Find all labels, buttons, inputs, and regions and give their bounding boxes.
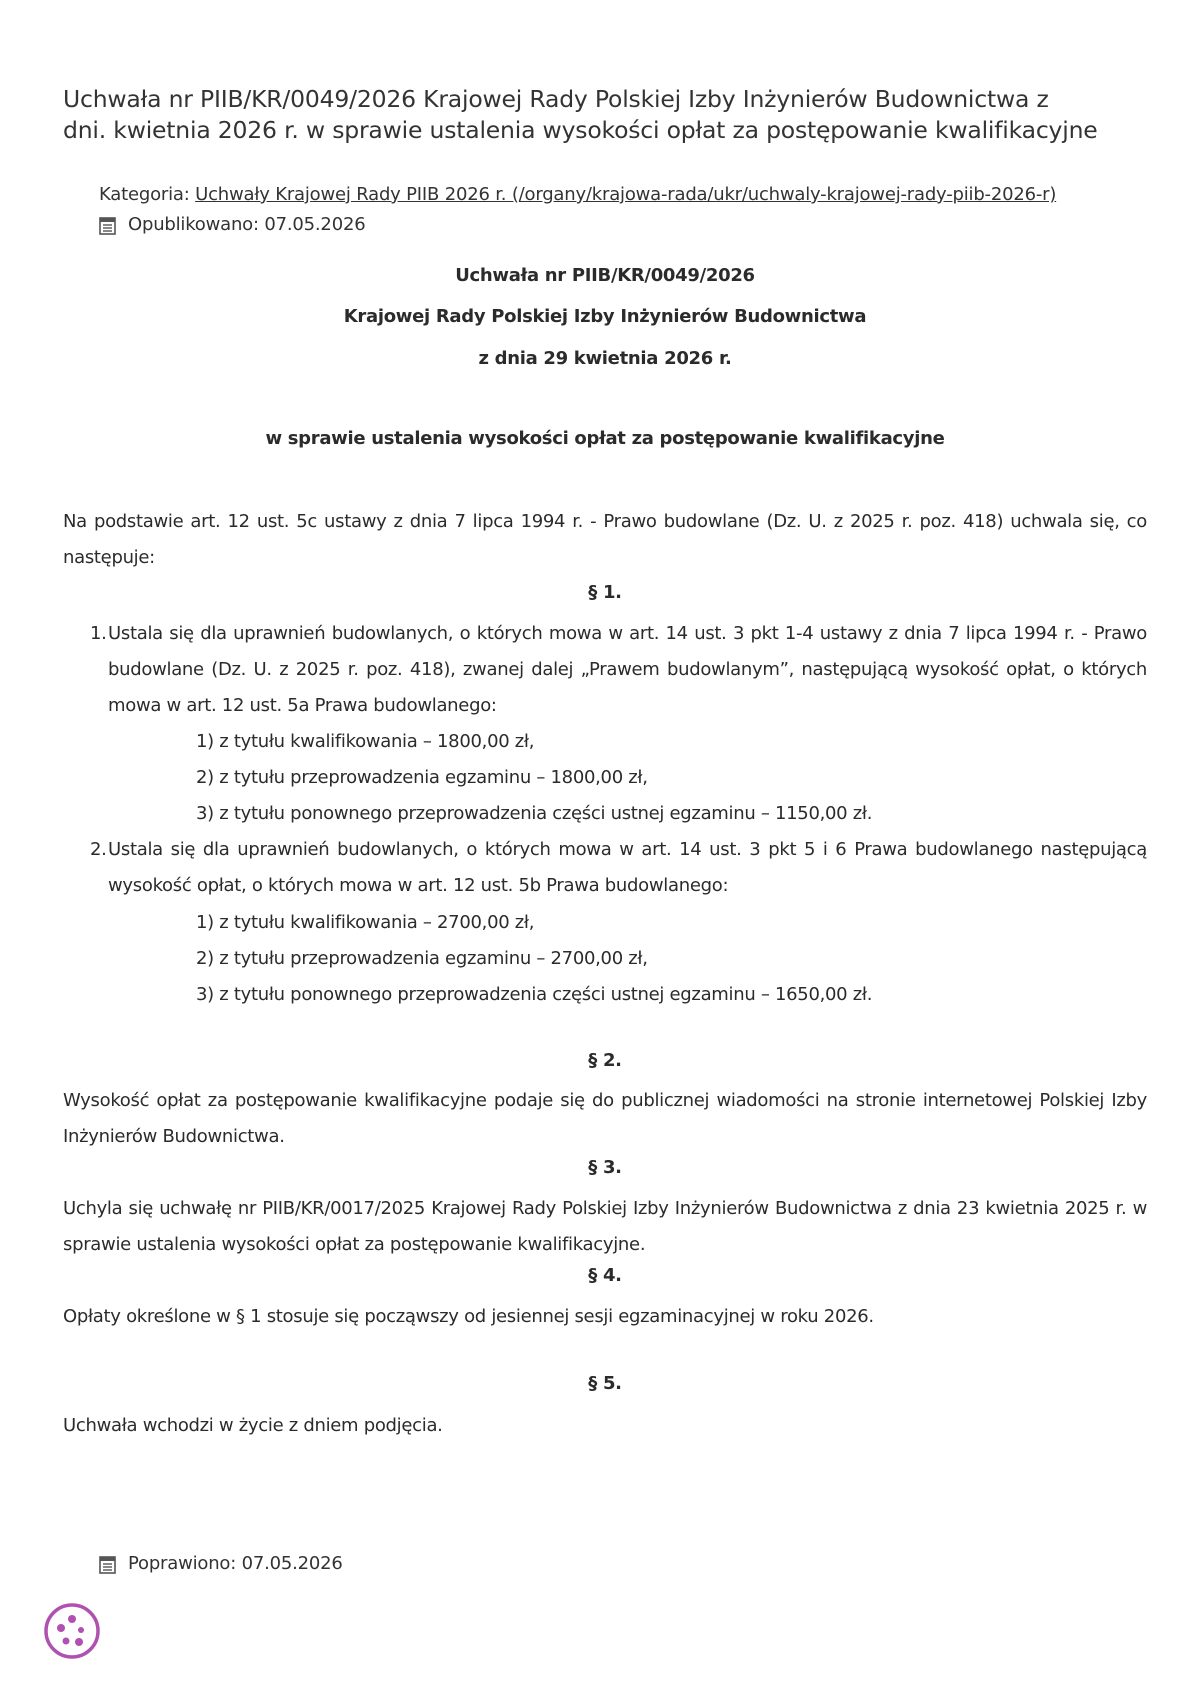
section-1-item-1	[90, 616, 1147, 724]
section-2-text: Wysokość opłat za postępowanie kwalifikacyjne podaje się do publicznej wiadomości na stronie internetowej Polskiej Izby Inżynierów Budownictwa.	[63, 1090, 1147, 1147]
resolution-subject: w sprawie ustalenia wysokości opłat za postępowanie kwalifikacyjne	[265, 428, 945, 449]
category-row	[99, 180, 1056, 210]
resolution-heading-date: z dnia 29 kwietnia 2026 r.	[478, 348, 732, 369]
category-label: Kategoria:	[99, 184, 190, 205]
section-4-heading: § 4.	[588, 1265, 622, 1286]
calendar-icon	[99, 217, 116, 235]
section-5-heading: § 5.	[588, 1373, 622, 1394]
published-row	[99, 210, 1056, 240]
list-item: 2) z tytułu przeprowadzenia egzaminu – 2700,00 zł,	[196, 948, 648, 969]
section-1-heading: § 1.	[588, 582, 622, 603]
preamble: Na podstawie art. 12 ust. 5c ustawy z dnia 7 lipca 1994 r. - Prawo budowlane (Dz. U. z 2025 r. poz. 418) uchwala się, co następuje:	[63, 511, 1147, 568]
calendar-icon	[99, 1556, 116, 1574]
section-3-heading: § 3.	[588, 1157, 622, 1178]
item-text: Ustala się dla uprawnień budowlanych, o których mowa w art. 14 ust. 3 pkt 5 i 6 Prawa budowlanego następującą wysokość opłat, o których mowa w art. 12 ust. 5b Prawa budowlanego:	[108, 839, 1147, 896]
corrected-date: Poprawiono: 07.05.2026	[128, 1553, 343, 1574]
section-2-heading: § 2.	[588, 1050, 622, 1071]
article-meta	[99, 180, 1056, 240]
item-number: 1.	[90, 623, 107, 644]
cookie-settings-button[interactable]	[43, 1602, 101, 1660]
published-date: Opublikowano: 07.05.2026	[128, 214, 366, 235]
list-item: 1) z tytułu kwalifikowania – 2700,00 zł,	[196, 912, 535, 933]
resolution-heading-body: Krajowej Rady Polskiej Izby Inżynierów Budownictwa	[343, 306, 867, 327]
resolution-heading-number: Uchwała nr PIIB/KR/0049/2026	[455, 265, 755, 286]
item-number: 2.	[90, 839, 107, 860]
list-item: 3) z tytułu ponownego przeprowadzenia części ustnej egzaminu – 1150,00 zł.	[196, 803, 873, 824]
list-item: 1) z tytułu kwalifikowania – 1800,00 zł,	[196, 731, 535, 752]
cookie-settings-icon	[43, 1602, 101, 1660]
category-link[interactable]: Uchwały Krajowej Rady PIIB 2026 r. (/organy/krajowa-rada/ukr/uchwaly-krajowej-rady-piib-2026-r)	[195, 184, 1057, 205]
page-title: Uchwała nr PIIB/KR/0049/2026 Krajowej Rady Polskiej Izby Inżynierów Budownictwa z dni. kwietnia 2026 r. w sprawie ustalenia wysokości opłat za postępowanie kwalifikacyjne	[63, 85, 1098, 144]
list-item: 3) z tytułu ponownego przeprowadzenia części ustnej egzaminu – 1650,00 zł.	[196, 984, 873, 1005]
section-1-item-2	[90, 832, 1147, 904]
list-item: 2) z tytułu przeprowadzenia egzaminu – 1800,00 zł,	[196, 767, 648, 788]
section-4-text: Opłaty określone w § 1 stosuje się począwszy od jesiennej sesji egzaminacyjnej w roku 2026.	[63, 1306, 874, 1327]
corrected-row	[99, 1553, 343, 1574]
section-3-text: Uchyla się uchwałę nr PIIB/KR/0017/2025 Krajowej Rady Polskiej Izby Inżynierów Budownictwa z dnia 23 kwietnia 2025 r. w sprawie ustalenia wysokości opłat za postępowanie kwalifikacyjne.	[63, 1198, 1147, 1255]
section-5-text: Uchwała wchodzi w życie z dniem podjęcia.	[63, 1415, 443, 1436]
item-text: Ustala się dla uprawnień budowlanych, o których mowa w art. 14 ust. 3 pkt 1-4 ustawy z dnia 7 lipca 1994 r. - Prawo budowlane (Dz. U. z 2025 r. poz. 418), zwanej dalej „Prawem budowlanym”, następującą wysokość opłat, o których mowa w art. 12 ust. 5a Prawa budowlanego:	[108, 623, 1147, 716]
